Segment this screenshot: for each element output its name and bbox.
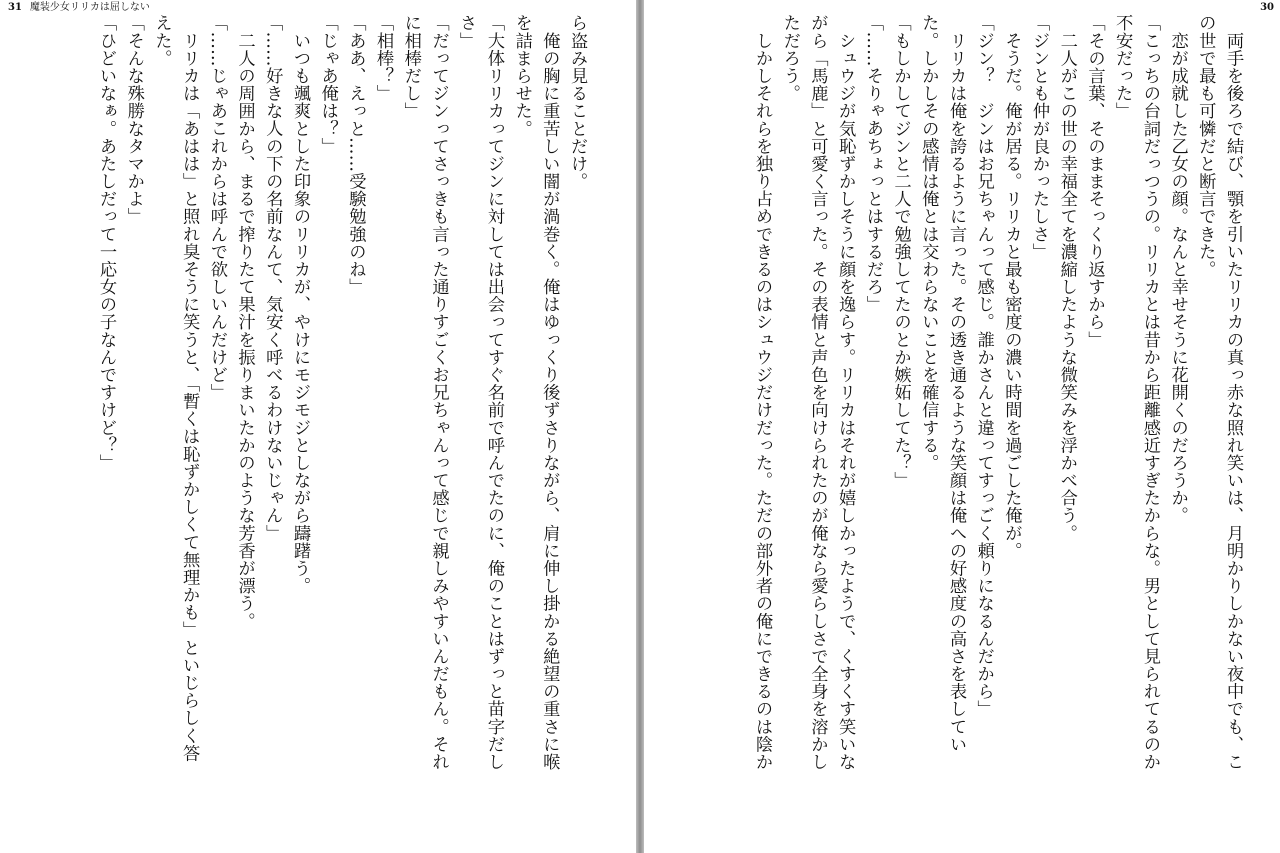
text-line: えた。 — [151, 14, 172, 67]
text-line: 「そんな殊勝なタマかよ」 — [123, 14, 144, 226]
text-line: リリカは「あはは」と照れ臭そうに笑うと、「暫くは恥ずかしくて無理かも」といじらしく答 — [179, 14, 200, 762]
text-line: いつも颯爽とした印象のリリカが、やけにモジモジとしながら躊躇う。 — [289, 14, 310, 595]
right-page-number: 30 — [1260, 2, 1274, 13]
text-line: 俺の胸に重苦しい闇が渦巻く。俺はゆっくり後ずさりながら、肩に伸し掛かる絶望の重さに喉 — [539, 14, 560, 771]
book-gutter — [636, 0, 644, 853]
left-page-body — [91, 14, 590, 850]
text-line: ら盗み見ることだけ。 — [567, 14, 587, 190]
text-line: 二人がこの世の幸福全てを濃縮したような微笑みを浮かべ合う。 — [1056, 14, 1077, 542]
text-line: 「ジン？ ジンはお兄ちゃんって感じ。誰かさんと違ってすっごく頼りになるんだから」 — [973, 14, 994, 718]
text-line: 「じゃあ俺は？」 — [317, 14, 338, 155]
text-line: 「だってジンってさっきも言った通りすごくお兄ちゃんって感じで親しみやすいんだもん。それ — [428, 14, 449, 771]
text-line: 「こっちの台詞だっつうの。リリカとは昔から距離感近すぎたからな。男として見られてるのか — [1139, 14, 1160, 771]
text-line: 「……そりゃあちょっとはするだろ」 — [862, 14, 883, 314]
text-line: 二人の周囲から、まるで搾りたて果汁を振りまいたかのような芳香が漂う。 — [234, 14, 255, 630]
running-title: 魔装少女リリカは屈しない — [29, 2, 150, 13]
text-line: 「ああ、えっと……受験勉強のね」 — [345, 14, 366, 296]
text-line: リリカは俺を誇るように言った。その透き通るような笑顔は俺への好感度の高さを表してい — [945, 14, 966, 753]
left-page-number: 31 — [8, 2, 22, 13]
text-line: 「大体リリカってジンに対しては出会ってすぐ名前で呼んでたのに、俺のことはずっと苗字だし — [483, 14, 504, 771]
text-line: 「……好きな人の下の名前なんて、気安く呼べるわけないじゃん」 — [262, 14, 283, 542]
text-line: 「……じゃあこれからは呼んで欲しいんだけど」 — [206, 14, 227, 401]
text-line: がら「馬鹿」と可愛く言った。その表情と声色を向けられたのが俺なら愛らしさで全身を溶かし — [807, 14, 828, 771]
text-line: 「ひどいなぁ。あたしだって一応女の子なんですけど？」 — [96, 14, 117, 472]
right-page-body — [747, 14, 1246, 850]
text-line: 不安だった」 — [1112, 14, 1133, 120]
text-line: に相棒だし」 — [400, 14, 421, 120]
text-line: シュウジが気恥ずかしそうに顔を逸らす。リリカはそれが嬉しかったようで、くすくす笑いな — [835, 14, 856, 771]
running-head — [8, 2, 150, 14]
text-line: さ」 — [456, 14, 477, 50]
text-line: 「相棒？」 — [373, 14, 394, 102]
text-line: そうだ。俺が居る。リリカと最も密度の濃い時間を過ごした俺が。 — [1001, 14, 1022, 560]
text-line: 「もしかしてジンと二人で勉強してたのとか嫉妬してた？」 — [890, 14, 911, 489]
left-page — [0, 0, 636, 853]
text-line: 恋が成就した乙女の顔。なんと幸せそうに花開くのだろうか。 — [1167, 14, 1188, 525]
text-line: 両手を後ろで結び、顎を引いたリリカの真っ赤な照れ笑いは、月明かりしかない夜中でも、こ — [1223, 14, 1243, 771]
text-line: た。しかしその感情は俺とは交わらないことを確信する。 — [918, 14, 939, 472]
text-line: ただろう。 — [779, 14, 800, 102]
text-line: を詰まらせた。 — [511, 14, 532, 138]
text-line: しかしそれらを独り占めできるのはシュウジだけだった。ただの部外者の俺にできるのは陰か — [752, 14, 773, 771]
text-line: の世で最も可憐だと断言できた。 — [1195, 14, 1216, 278]
text-line: 「ジンとも仲が良かったしさ」 — [1029, 14, 1050, 261]
right-page — [644, 0, 1280, 853]
text-line: 「その言葉、そのままそっくり返すから」 — [1084, 14, 1105, 349]
